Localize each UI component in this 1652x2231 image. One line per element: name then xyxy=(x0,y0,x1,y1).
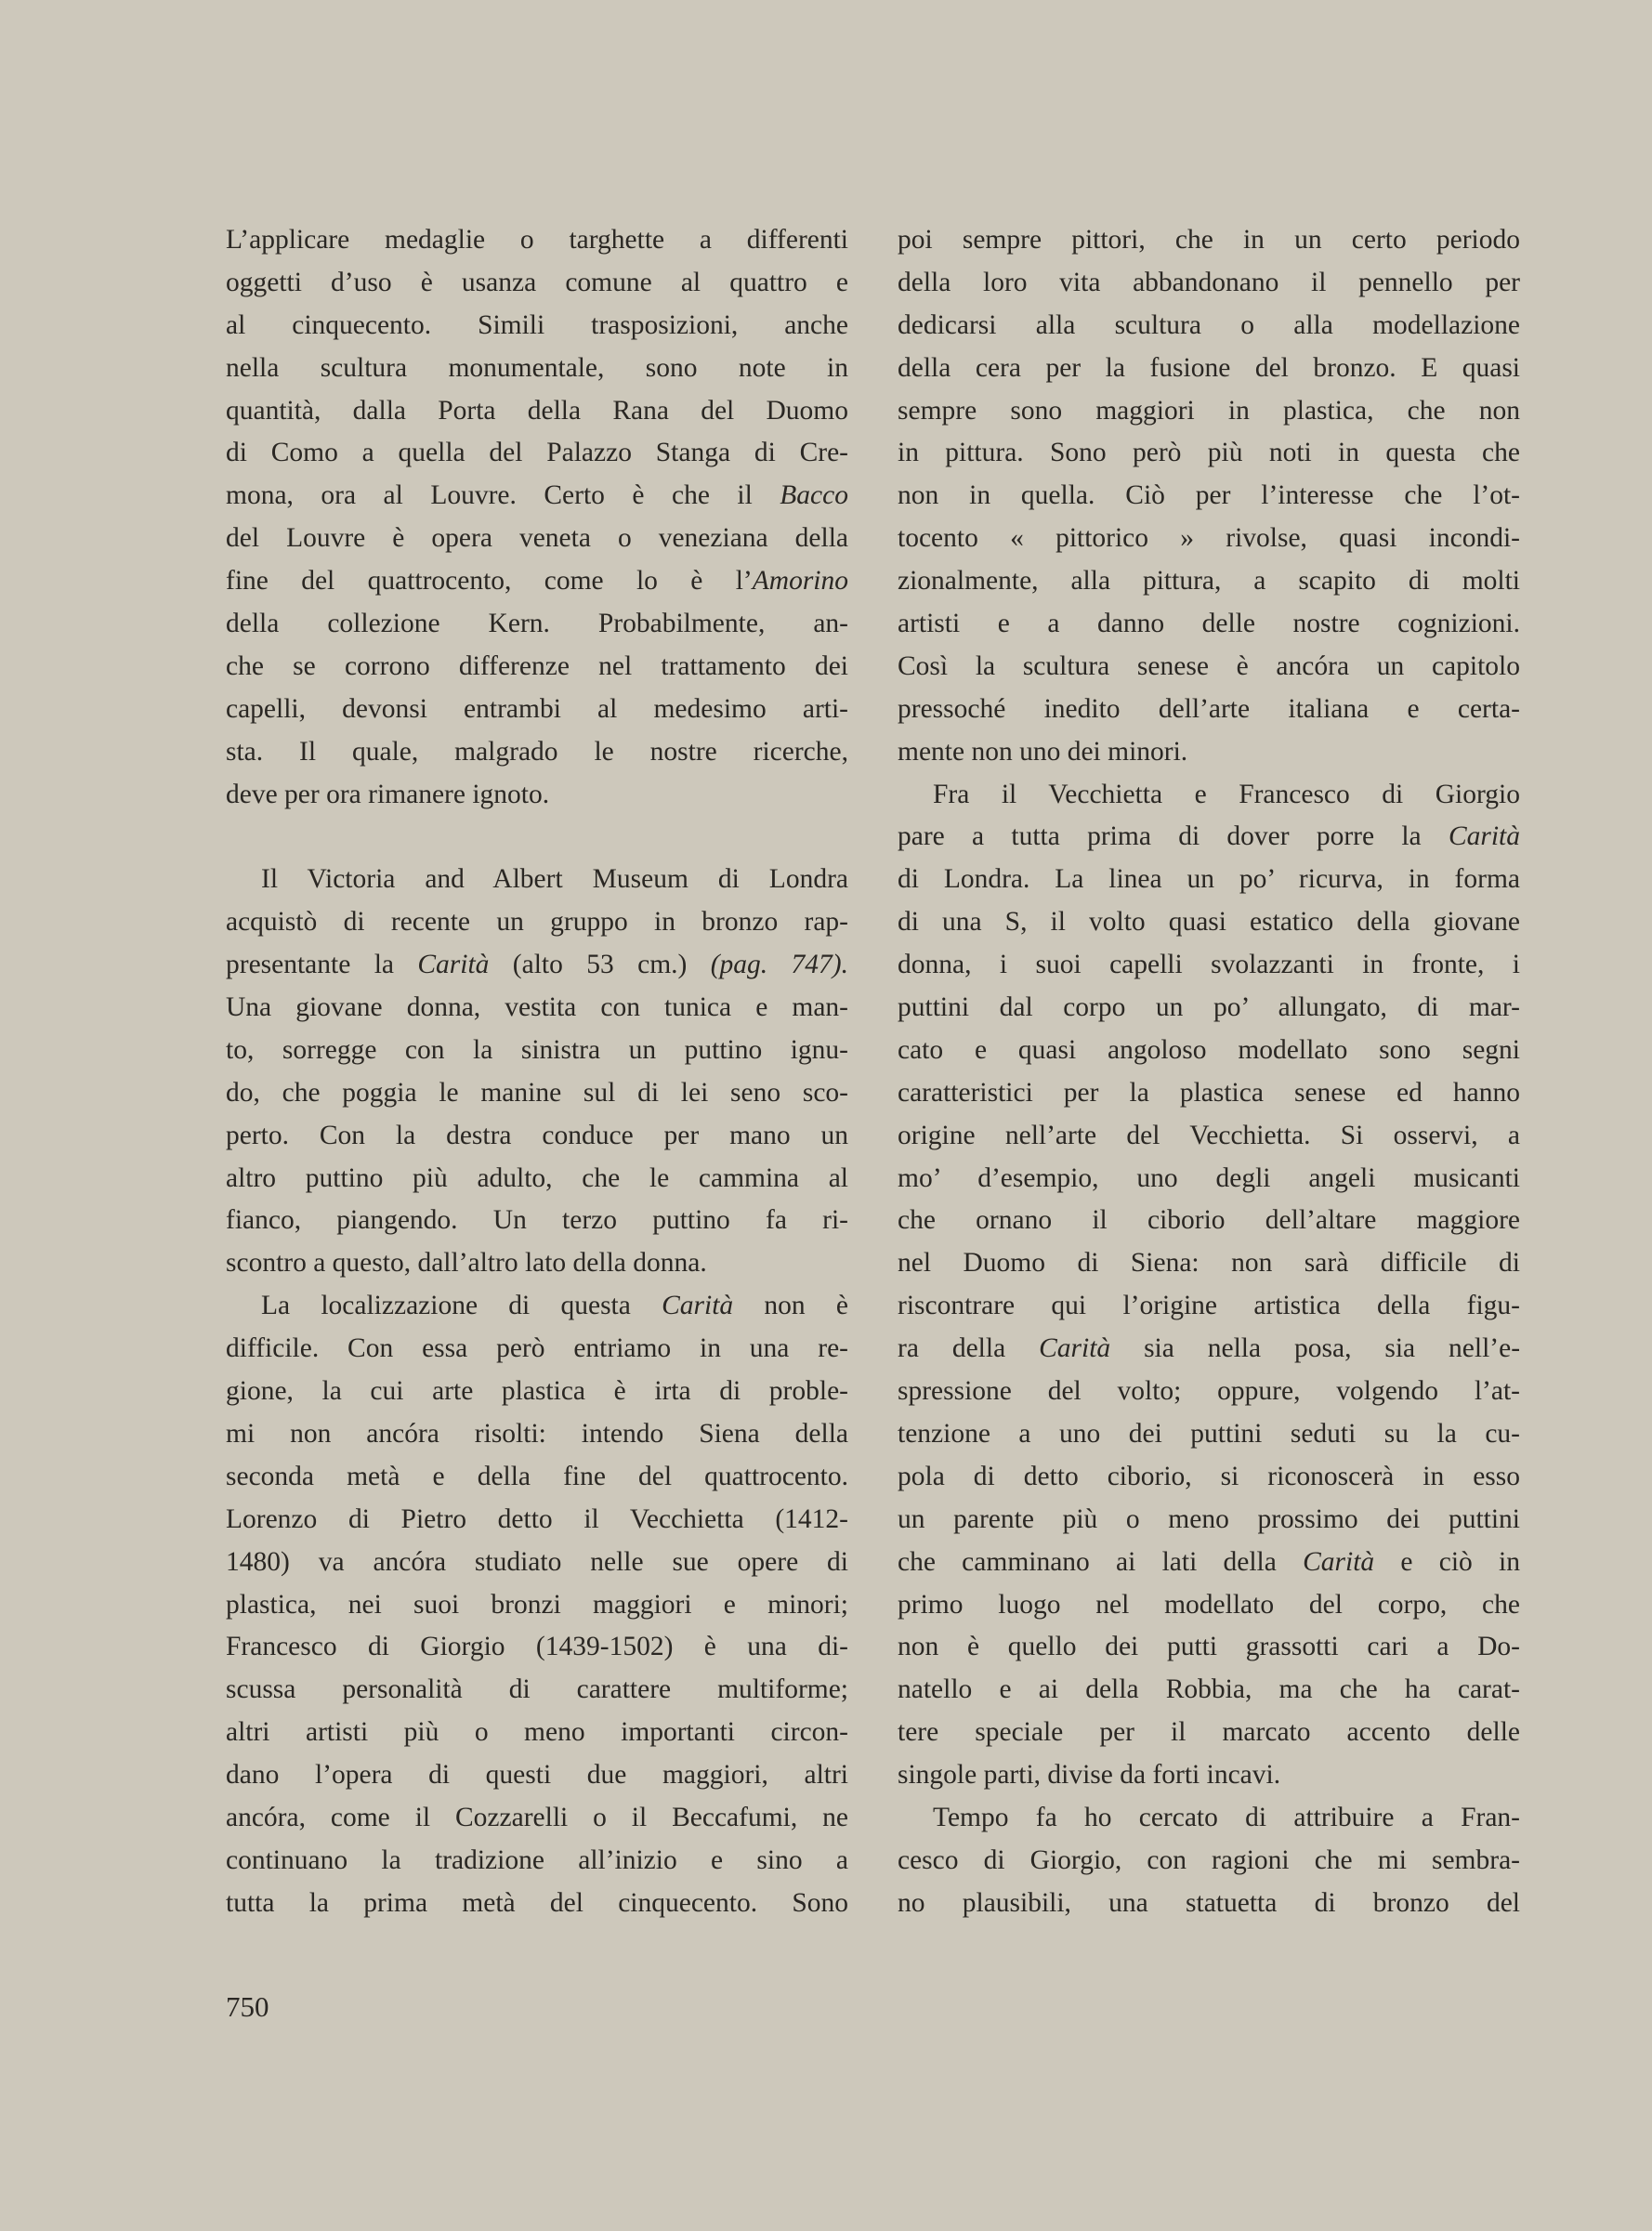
text-line: cesco di Giorgio, con ragioni che mi sembra- xyxy=(898,1844,1520,1875)
text-line: fine del quattrocento, come lo è l’Amorino xyxy=(226,566,848,597)
text-line: Tempo fa ho cercato di attribuire a Fran- xyxy=(933,1802,1520,1832)
text-line: dano l’opera di questi due maggiori, altri xyxy=(226,1760,848,1791)
text-line: della loro vita abbandonano il pennello per xyxy=(898,267,1520,297)
text-line: un parente più o meno prossimo dei puttini xyxy=(898,1503,1520,1534)
text-line: 1480) va ancóra studiato nelle sue opere di xyxy=(226,1546,848,1577)
italic-title: Carità xyxy=(417,950,490,980)
paragraph xyxy=(898,1797,1520,1925)
text-line: altri artisti più o meno importanti circon- xyxy=(226,1717,848,1748)
italic-title: Carità xyxy=(1303,1546,1375,1577)
text-line: tutta la prima metà del cinquecento. Sono xyxy=(226,1887,848,1918)
text-line: La localizzazione di questa Carità non è xyxy=(261,1291,848,1321)
text-line: mi non ancóra risolti: intendo Siena della xyxy=(226,1418,848,1449)
left-column xyxy=(226,219,848,1925)
text-line: riscontrare qui l’origine artistica della figu- xyxy=(898,1291,1520,1321)
text-line: capelli, devonsi entrambi al medesimo arti- xyxy=(226,693,848,724)
text-line: tenzione a uno dei puttini seduti su la cu- xyxy=(898,1418,1520,1449)
text-line: mo’ d’esempio, uno degli angeli musicanti xyxy=(898,1162,1520,1193)
text-line: tere speciale per il marcato accento delle xyxy=(898,1717,1520,1748)
text-line: mente non uno dei minori. xyxy=(898,736,1188,767)
text-line: di Como a quella del Palazzo Stanga di Cre- xyxy=(226,438,848,468)
text-line: fianco, piangendo. Un terzo puttino fa ri- xyxy=(226,1205,848,1236)
italic-title: Bacco xyxy=(780,480,848,511)
text-line: di Londra. La linea un po’ ricurva, in forma xyxy=(898,864,1520,895)
text-line: pola di detto ciborio, si riconoscerà in esso xyxy=(898,1461,1520,1491)
text-line: poi sempre pittori, che in un certo periodo xyxy=(898,225,1520,255)
text-line: spressione del volto; oppure, volgendo l’at- xyxy=(898,1376,1520,1407)
text-line: che se corrono differenze nel trattamento dei xyxy=(226,650,848,681)
text-line: che camminano ai lati della Carità e ciò in xyxy=(898,1546,1520,1577)
text-line: Francesco di Giorgio (1439-1502) è una di- xyxy=(226,1632,848,1662)
text-line: ra della Carità sia nella posa, sia nell’e- xyxy=(898,1333,1520,1364)
paragraph xyxy=(898,219,1520,774)
text-line: continuano la tradizione all’inizio e sino a xyxy=(226,1844,848,1875)
text-line: tocento « pittorico » rivolse, quasi incondi- xyxy=(898,523,1520,554)
text-line: donna, i suoi capelli svolazzanti in fronte, i xyxy=(898,950,1520,980)
right-column xyxy=(898,219,1520,1925)
italic-title: Amorino xyxy=(752,566,848,597)
text-line: primo luogo nel modellato del corpo, che xyxy=(898,1589,1520,1620)
text-line: Fra il Vecchietta e Francesco di Giorgio xyxy=(933,779,1520,809)
text-line: di una S, il volto quasi estatico della giovane xyxy=(898,907,1520,938)
text-line: natello e ai della Robbia, ma che ha carat- xyxy=(898,1674,1520,1705)
text-line: artisti e a danno delle nostre cognizioni. xyxy=(898,609,1520,639)
text-line: quantità, dalla Porta della Rana del Duomo xyxy=(226,395,848,426)
text-line: Così la scultura senese è ancóra un capitolo xyxy=(898,650,1520,681)
text-line: nel Duomo di Siena: non sarà difficile di xyxy=(898,1248,1520,1279)
text-line: al cinquecento. Simili trasposizioni, anche xyxy=(226,309,848,340)
text-line: presentante la Carità (alto 53 cm.) (pag. 747). xyxy=(226,950,848,980)
paragraph xyxy=(898,774,1520,1797)
section-gap xyxy=(226,816,848,859)
text-line: in pittura. Sono però più noti in questa che xyxy=(898,438,1520,468)
text-line: pare a tutta prima di dover porre la Carità xyxy=(898,821,1520,852)
italic-title: Carità xyxy=(1448,821,1520,852)
text-line: della collezione Kern. Probabilmente, an- xyxy=(226,609,848,639)
text-line: L’applicare medaglie o targhette a differenti xyxy=(226,225,848,255)
text-line: do, che poggia le manine sul di lei seno sco- xyxy=(226,1077,848,1108)
text-line: Lorenzo di Pietro detto il Vecchietta (1412- xyxy=(226,1503,848,1534)
text-line: scussa personalità di carattere multiforme; xyxy=(226,1674,848,1705)
text-line: cato e quasi angoloso modellato sono segni xyxy=(898,1034,1520,1065)
text-line: non in quella. Ciò per l’interesse che l’ot- xyxy=(898,480,1520,511)
text-line: sta. Il quale, malgrado le nostre ricerche, xyxy=(226,736,848,767)
text-line: Una giovane donna, vestita con tunica e man- xyxy=(226,992,848,1023)
text-line: non è quello dei putti grassotti cari a Do- xyxy=(898,1632,1520,1662)
text-line: acquistò di recente un gruppo in bronzo rap- xyxy=(226,907,848,938)
paragraph xyxy=(226,219,848,816)
text-line: Il Victoria and Albert Museum di Londra xyxy=(261,864,848,895)
page-number: 750 xyxy=(226,1990,269,2023)
text-line: no plausibili, una statuetta di bronzo del xyxy=(898,1887,1520,1918)
paragraph xyxy=(226,1285,848,1924)
text-line: scontro a questo, dall’altro lato della donna. xyxy=(226,1248,707,1279)
text-line: singole parti, divise da forti incavi. xyxy=(898,1760,1281,1791)
italic-title: Carità xyxy=(1039,1333,1111,1364)
paragraph xyxy=(226,859,848,1285)
text-line: seconda metà e della fine del quattrocento. xyxy=(226,1461,848,1491)
text-line: plastica, nei suoi bronzi maggiori e minori; xyxy=(226,1589,848,1620)
text-line: to, sorregge con la sinistra un puttino ignu- xyxy=(226,1034,848,1065)
text-line: del Louvre è opera veneta o veneziana della xyxy=(226,523,848,554)
page-reference: (pag. 747). xyxy=(710,950,848,980)
text-line: perto. Con la destra conduce per mano un xyxy=(226,1120,848,1150)
text-line: sempre sono maggiori in plastica, che non xyxy=(898,395,1520,426)
text-line: nella scultura monumentale, sono note in xyxy=(226,352,848,383)
text-line: difficile. Con essa però entriamo in una re- xyxy=(226,1333,848,1364)
text-line: mona, ora al Louvre. Certo è che il Bacco xyxy=(226,480,848,511)
text-line: origine nell’arte del Vecchietta. Si osservi, a xyxy=(898,1120,1520,1150)
text-line: della cera per la fusione del bronzo. E quasi xyxy=(898,352,1520,383)
text-line: deve per ora rimanere ignoto. xyxy=(226,779,550,809)
text-line: altro puttino più adulto, che le cammina al xyxy=(226,1162,848,1193)
text-line: caratteristici per la plastica senese ed hanno xyxy=(898,1077,1520,1108)
text-line: gione, la cui arte plastica è irta di proble- xyxy=(226,1376,848,1407)
text-line: oggetti d’uso è usanza comune al quattro e xyxy=(226,267,848,297)
text-line: ancóra, come il Cozzarelli o il Beccafumi, ne xyxy=(226,1802,848,1832)
text-line: zionalmente, alla pittura, a scapito di molti xyxy=(898,566,1520,597)
text-line: dedicarsi alla scultura o alla modellazione xyxy=(898,309,1520,340)
italic-title: Carità xyxy=(662,1291,734,1321)
text-line: pressoché inedito dell’arte italiana e certa- xyxy=(898,693,1520,724)
text-line: che ornano il ciborio dell’altare maggiore xyxy=(898,1205,1520,1236)
text-line: puttini dal corpo un po’ allungato, di mar- xyxy=(898,992,1520,1023)
